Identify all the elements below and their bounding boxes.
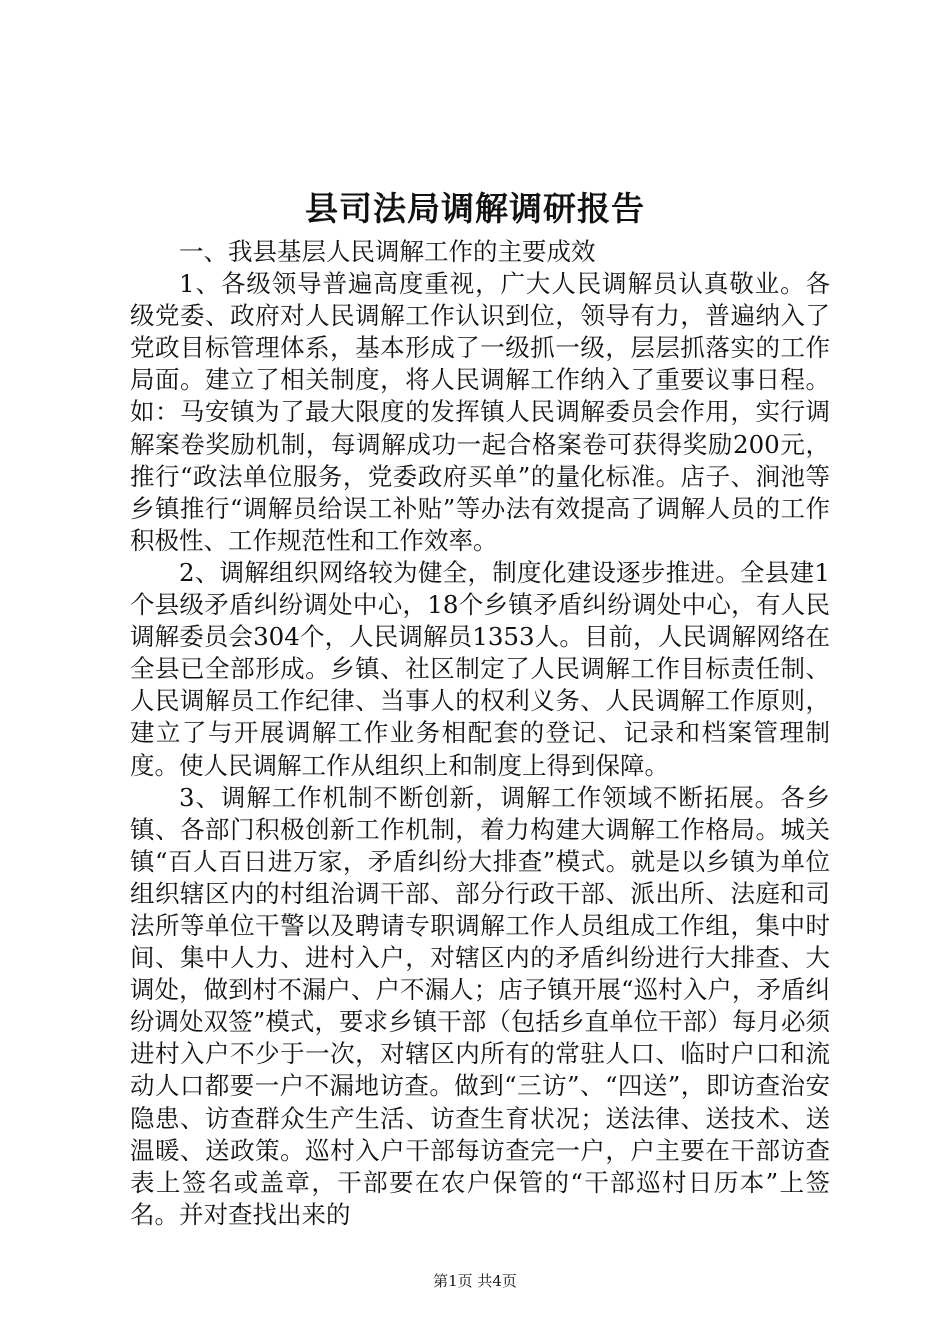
section-heading: 一、我县基层人民调解工作的主要成效 (179, 237, 596, 266)
paragraph-1: 1、各级领导普遍高度重视，广大人民调解员认真敬业。各级党委、政府对人民调解工作认识到位，领导有力，普遍纳入了党政目标管理体系，基本形成了一级抓一级，层层抓落实的工作局面。建立了相关制度，将人民调解工作纳入了重要议事日程。如：马安镇为了最大限度的发挥镇人民调解委员会作用，实行调解案卷奖励机制，每调解成功一起合格案卷可获得奖励200元，推行“政法单位服务，党委政府买单”的量化标准。店子、涧池等乡镇推行“调解员给误工补贴”等办法有效提高了调解人员的工作积极性、工作规范性和工作效率。 (130, 269, 830, 555)
page-number-footer: 第1页 共4页 (433, 1272, 517, 1290)
paragraph-3: 3、调解工作机制不断创新，调解工作领域不断拓展。各乡镇、各部门积极创新工作机制，着力构建大调解工作格局。城关镇“百人百日进万家，矛盾纠纷大排查”模式。就是以乡镇为单位组织辖区内的村组治调干部、部分行政干部、派出所、法庭和司法所等单位干警以及聘请专职调解工作人员组成工作组，集中时间、集中人力、进村入户，对辖区内的矛盾纠纷进行大排查、大调处，做到村不漏户、户不漏人；店子镇开展“巡村入户，矛盾纠纷调处双签”模式，要求乡镇干部（包括乡直单位干部）每月必须进村入户不少于一次，对辖区内所有的常驻人口、临时户口和流动人口都要一户不漏地访查。做到“三访”、“四送”，即访查治安隐患、访查群众生产生活、访查生育状况；送法律、送技术、送温暖、送政策。巡村入户干部每访查完一户，户主要在干部访查表上签名或盖章，干部要在农户保管的“干部巡村日历本”上签名。并对查找出来的 (130, 782, 830, 1229)
document-body (130, 236, 830, 1231)
paragraph-2: 2、调解组织网络较为健全，制度化建设逐步推进。全县建1个县级矛盾纠纷调处中心，18个乡镇矛盾纠纷调处中心，有人民调解委员会304个，人民调解员1353人。目前，人民调解网络在全县已全部形成。乡镇、社区制定了人民调解工作目标责任制、人民调解员工作纪律、当事人的权利义务、人民调解工作原则，建立了与开展调解工作业务相配套的登记、记录和档案管理制度。使人民调解工作从组织上和制度上得到保障。 (130, 557, 830, 780)
document-title: 县司法局调解调研报告 (305, 189, 645, 228)
